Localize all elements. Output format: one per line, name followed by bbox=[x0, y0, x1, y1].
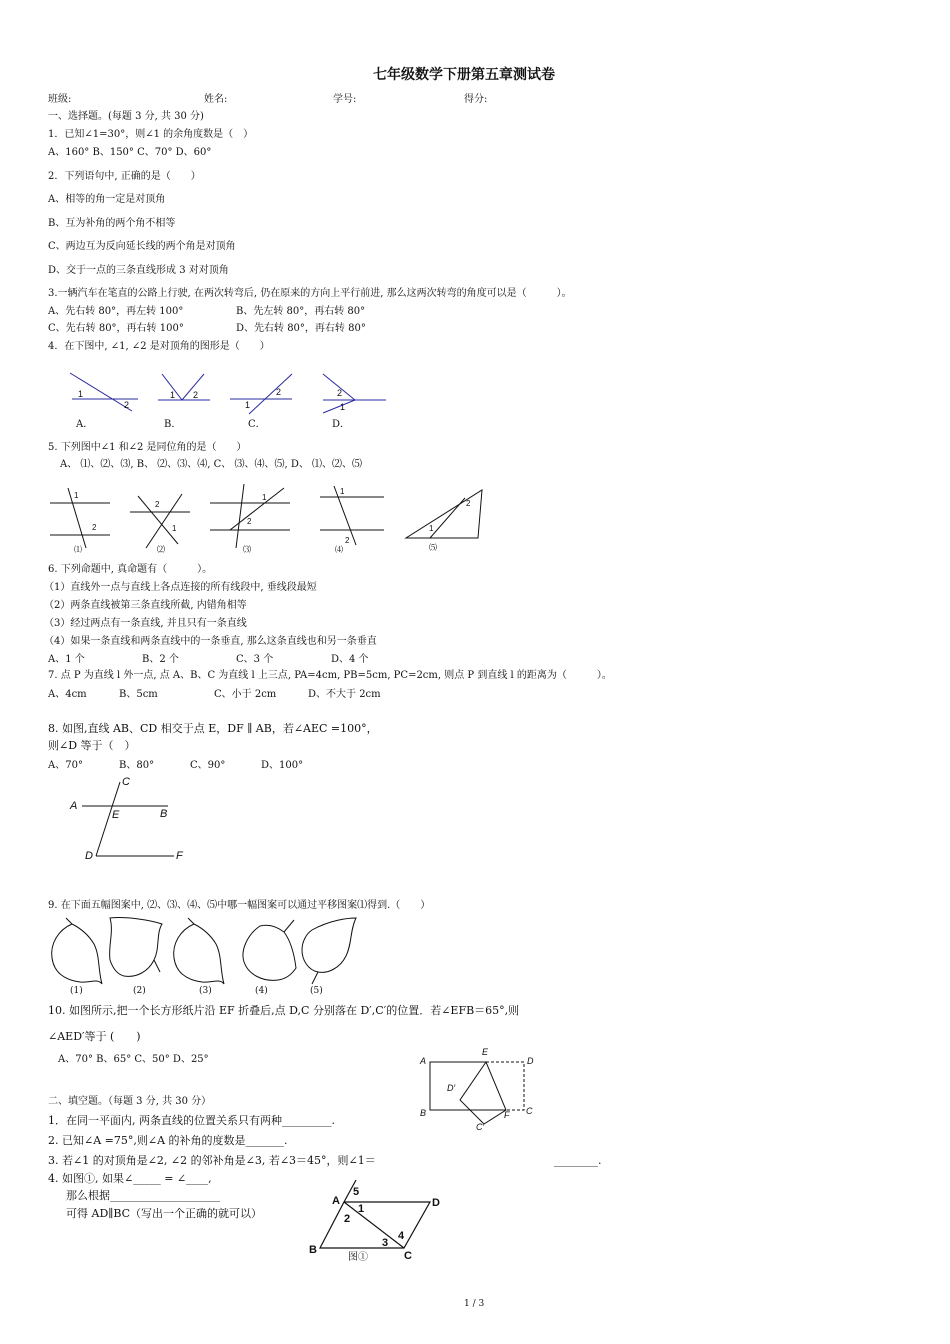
fill-q3: 3. 若∠1 的对顶角是∠2, ∠2 的邻补角是∠3, 若∠3＝45°，则∠1＝ bbox=[48, 1154, 376, 1167]
q9-fig-label-4: (4) bbox=[255, 986, 268, 996]
q4b-angle2: 2 bbox=[193, 390, 199, 400]
q3-option-c: C、先右转 80°，再右转 100° bbox=[48, 323, 184, 334]
q3-option-d: D、先右转 80°，再右转 80° bbox=[236, 323, 366, 334]
fill-q4-point-b: B bbox=[309, 1244, 317, 1256]
q5-f2-angle2: 2 bbox=[155, 500, 160, 509]
fill-q4-caption: 图① bbox=[348, 1252, 368, 1263]
q1-stem: 1．已知∠1=30°，则∠1 的余角度数是（ ） bbox=[48, 129, 254, 140]
q7-option-c: C、小于 2cm bbox=[214, 689, 277, 700]
q10-options: A、70° B、65° C、50° D、25° bbox=[58, 1054, 209, 1065]
q5-f4-angle1: 1 bbox=[340, 487, 345, 496]
q10-point-a: A bbox=[420, 1056, 427, 1066]
fill-q4-line-2: 那么根据____________________ bbox=[66, 1189, 220, 1202]
q5-f4-angle2: 2 bbox=[345, 536, 350, 545]
q8-option-d: D、100° bbox=[261, 760, 304, 771]
student-id-label: 学号: bbox=[333, 94, 357, 105]
page-footer: 1 / 3 bbox=[464, 1299, 485, 1309]
q8-point-e: E bbox=[112, 809, 120, 821]
q8-point-f: F bbox=[176, 850, 183, 862]
fill-q4-point-d: D bbox=[432, 1197, 440, 1209]
q10-stem: 10. 如图所示,把一个长方形纸片沿 EF 折叠后,点 D,C 分别落在 D′,C′的位置．若∠EFB＝65°,则 bbox=[48, 1004, 520, 1017]
fill-q4-parallelogram bbox=[320, 1202, 430, 1248]
name-label: 姓名: bbox=[204, 94, 228, 105]
q4d-angle2: 2 bbox=[337, 388, 343, 398]
q3-stem: 3.一辆汽车在笔直的公路上行驶, 在两次转弯后, 仍在原来的方向上平行前进, 那么这两次转弯的角度可以是（ ）。 bbox=[48, 288, 572, 299]
q4a-angle1: 1 bbox=[78, 389, 84, 399]
q4-label-c: C． bbox=[248, 419, 266, 430]
q10-point-c-prime: C′ bbox=[476, 1122, 485, 1132]
q2-option-d: D、交于一点的三条直线形成 3 对对顶角 bbox=[48, 265, 229, 276]
fill-q4-angle-3: 3 bbox=[382, 1237, 389, 1249]
q5-fig-label-1: ⑴ bbox=[74, 545, 82, 554]
q4c-angle2: 2 bbox=[276, 387, 282, 397]
q8-option-c: C、90° bbox=[190, 760, 226, 771]
q5-stem: 5. 下列图中∠1 和∠2 是同位角的是（ ） bbox=[48, 442, 247, 453]
q5-fig-label-5: ⑸ bbox=[429, 543, 437, 552]
q4d-angle1: 1 bbox=[340, 402, 346, 412]
fill-q4-line-1: 4. 如图①, 如果∠_____ = ∠____, bbox=[48, 1172, 212, 1185]
q8-stem-2: 则∠D 等于（ ） bbox=[48, 739, 136, 752]
q10-point-d: D bbox=[527, 1056, 534, 1066]
q4-label-a: A． bbox=[76, 419, 94, 430]
q8-point-a: A bbox=[70, 800, 78, 812]
fill-q4-point-c: C bbox=[404, 1250, 412, 1262]
score-label: 得分: bbox=[464, 94, 488, 105]
q4-stem: 4．在下图中, ∠1, ∠2 是对顶角的图形是（ ） bbox=[48, 341, 270, 352]
q5-f2-angle1: 1 bbox=[172, 524, 177, 533]
q5-f1-angle1: 1 bbox=[74, 491, 79, 500]
q6-option-b: B、2 个 bbox=[142, 654, 179, 665]
q7-stem: 7. 点 P 为直线 l 外一点, 点 A、B、C 为直线 l 上三点, PA=4cm, PB=5cm, PC=2cm, 则点 P 到直线 l 的距离为（ ）。 bbox=[48, 670, 612, 681]
q4-label-d: D． bbox=[332, 419, 351, 430]
q10-stem-2: ∠AED′等于 ( ) bbox=[48, 1030, 141, 1043]
q1-options: A、160° B、150° C、70° D、60° bbox=[48, 147, 212, 158]
q10-point-e: E bbox=[482, 1047, 489, 1057]
fill-q4-point-a: A bbox=[332, 1195, 340, 1207]
q8-option-a: A、70° bbox=[48, 760, 83, 771]
page-title: 七年级数学下册第五章测试卷 bbox=[373, 67, 555, 83]
q4-label-b: B． bbox=[164, 419, 182, 430]
q7-option-b: B、5cm bbox=[119, 689, 158, 700]
q8-stem: 8. 如图,直线 AB、CD 相交于点 E，DF ∥ AB，若∠AEC =100°， bbox=[48, 722, 378, 735]
q8-point-d: D bbox=[85, 850, 93, 862]
q9-stem: 9. 在下面五幅图案中, ⑵、⑶、⑷、⑸中哪一幅图案可以通过平移图案⑴得到.（ ） bbox=[48, 900, 431, 911]
q6-option-a: A、1 个 bbox=[48, 654, 85, 665]
q10-point-b: B bbox=[420, 1108, 427, 1118]
q10-point-c: C bbox=[526, 1106, 533, 1116]
section-choice-heading: 一、选择题。(每题 3 分, 共 30 分) bbox=[48, 111, 204, 122]
q5-fig-label-3: ⑶ bbox=[243, 545, 251, 554]
q9-fig-label-3: (3) bbox=[199, 986, 212, 996]
q6-stem: 6. 下列命题中, 真命题有（ ）。 bbox=[48, 564, 213, 575]
q6-statement-2: （2）两条直线被第三条直线所截, 内错角相等 bbox=[44, 600, 247, 611]
q6-option-c: C、3 个 bbox=[236, 654, 274, 665]
fill-q1: 1．在同一平面内, 两条直线的位置关系只有两种_________. bbox=[48, 1114, 335, 1127]
q3-option-b: B、先左转 80°，再右转 80° bbox=[236, 306, 366, 317]
q7-option-a: A、4cm bbox=[48, 689, 87, 700]
q5-f5-angle2: 2 bbox=[466, 499, 471, 508]
q10-point-f: F bbox=[504, 1110, 510, 1120]
q2-option-b: B、互为补角的两个角不相等 bbox=[48, 218, 176, 229]
q2-option-c: C、两边互为反向延长线的两个角是对顶角 bbox=[48, 241, 236, 252]
q9-fig-label-5: (5) bbox=[310, 986, 323, 996]
q6-statement-4: （4）如果一条直线和两条直线中的一条垂直, 那么这条直线也和另一条垂直 bbox=[44, 636, 377, 647]
q7-option-d: D、不大于 2cm bbox=[308, 689, 381, 700]
fill-q4-angle-5: 5 bbox=[353, 1186, 360, 1198]
q2-option-a: A、相等的角一定是对顶角 bbox=[48, 194, 166, 205]
q5-fig-label-4: ⑷ bbox=[335, 545, 343, 554]
q9-fig-label-2: (2) bbox=[133, 986, 146, 996]
fill-q3-blank: ________. bbox=[554, 1154, 602, 1167]
q5-f5-angle1: 1 bbox=[429, 524, 434, 533]
fill-q4-angle-4: 4 bbox=[398, 1230, 405, 1242]
q2-stem: 2．下列语句中, 正确的是（ ） bbox=[48, 171, 201, 182]
fill-q4-angle-1: 1 bbox=[358, 1203, 365, 1215]
q8-point-c: C bbox=[122, 776, 130, 788]
fill-q4-diagonal bbox=[344, 1202, 404, 1248]
q5-f3-angle1: 1 bbox=[262, 493, 267, 502]
q3-option-a: A、先右转 80°，再左转 100° bbox=[48, 306, 184, 317]
q8-option-b: B、80° bbox=[119, 760, 155, 771]
q6-statement-3: （3）经过两点有一条直线, 并且只有一条直线 bbox=[44, 618, 247, 629]
fill-q2: 2. 已知∠A =75°,则∠A 的补角的度数是_______. bbox=[48, 1134, 288, 1147]
q6-option-d: D、4 个 bbox=[331, 654, 369, 665]
q5-f3-angle2: 2 bbox=[247, 517, 252, 526]
q4b-angle1: 1 bbox=[170, 390, 176, 400]
section-fill-heading: 二、填空题。（每题 3 分, 共 30 分） bbox=[48, 1096, 212, 1107]
q8-point-b: B bbox=[160, 808, 168, 820]
fill-q4-angle-2: 2 bbox=[344, 1213, 351, 1225]
class-label: 班级: bbox=[48, 94, 72, 105]
fill-q4-line-3: 可得 AD∥BC（写出一个正确的就可以） bbox=[66, 1207, 263, 1220]
q5-fig-label-2: ⑵ bbox=[157, 545, 165, 554]
q4a-angle2: 2 bbox=[124, 400, 130, 410]
q10-point-d-prime: D′ bbox=[447, 1083, 456, 1093]
q6-statement-1: （1）直线外一点与直线上各点连接的所有线段中, 垂线段最短 bbox=[44, 582, 317, 593]
q9-fig-label-1: (1) bbox=[70, 986, 83, 996]
q5-f1-angle2: 2 bbox=[92, 523, 97, 532]
q5-options: A、 ⑴、⑵、⑶, B、 ⑵、⑶、⑷, C、 ⑶、⑷、⑸, D、 ⑴、⑵、⑸ bbox=[60, 459, 363, 470]
q4c-angle1: 1 bbox=[245, 400, 251, 410]
